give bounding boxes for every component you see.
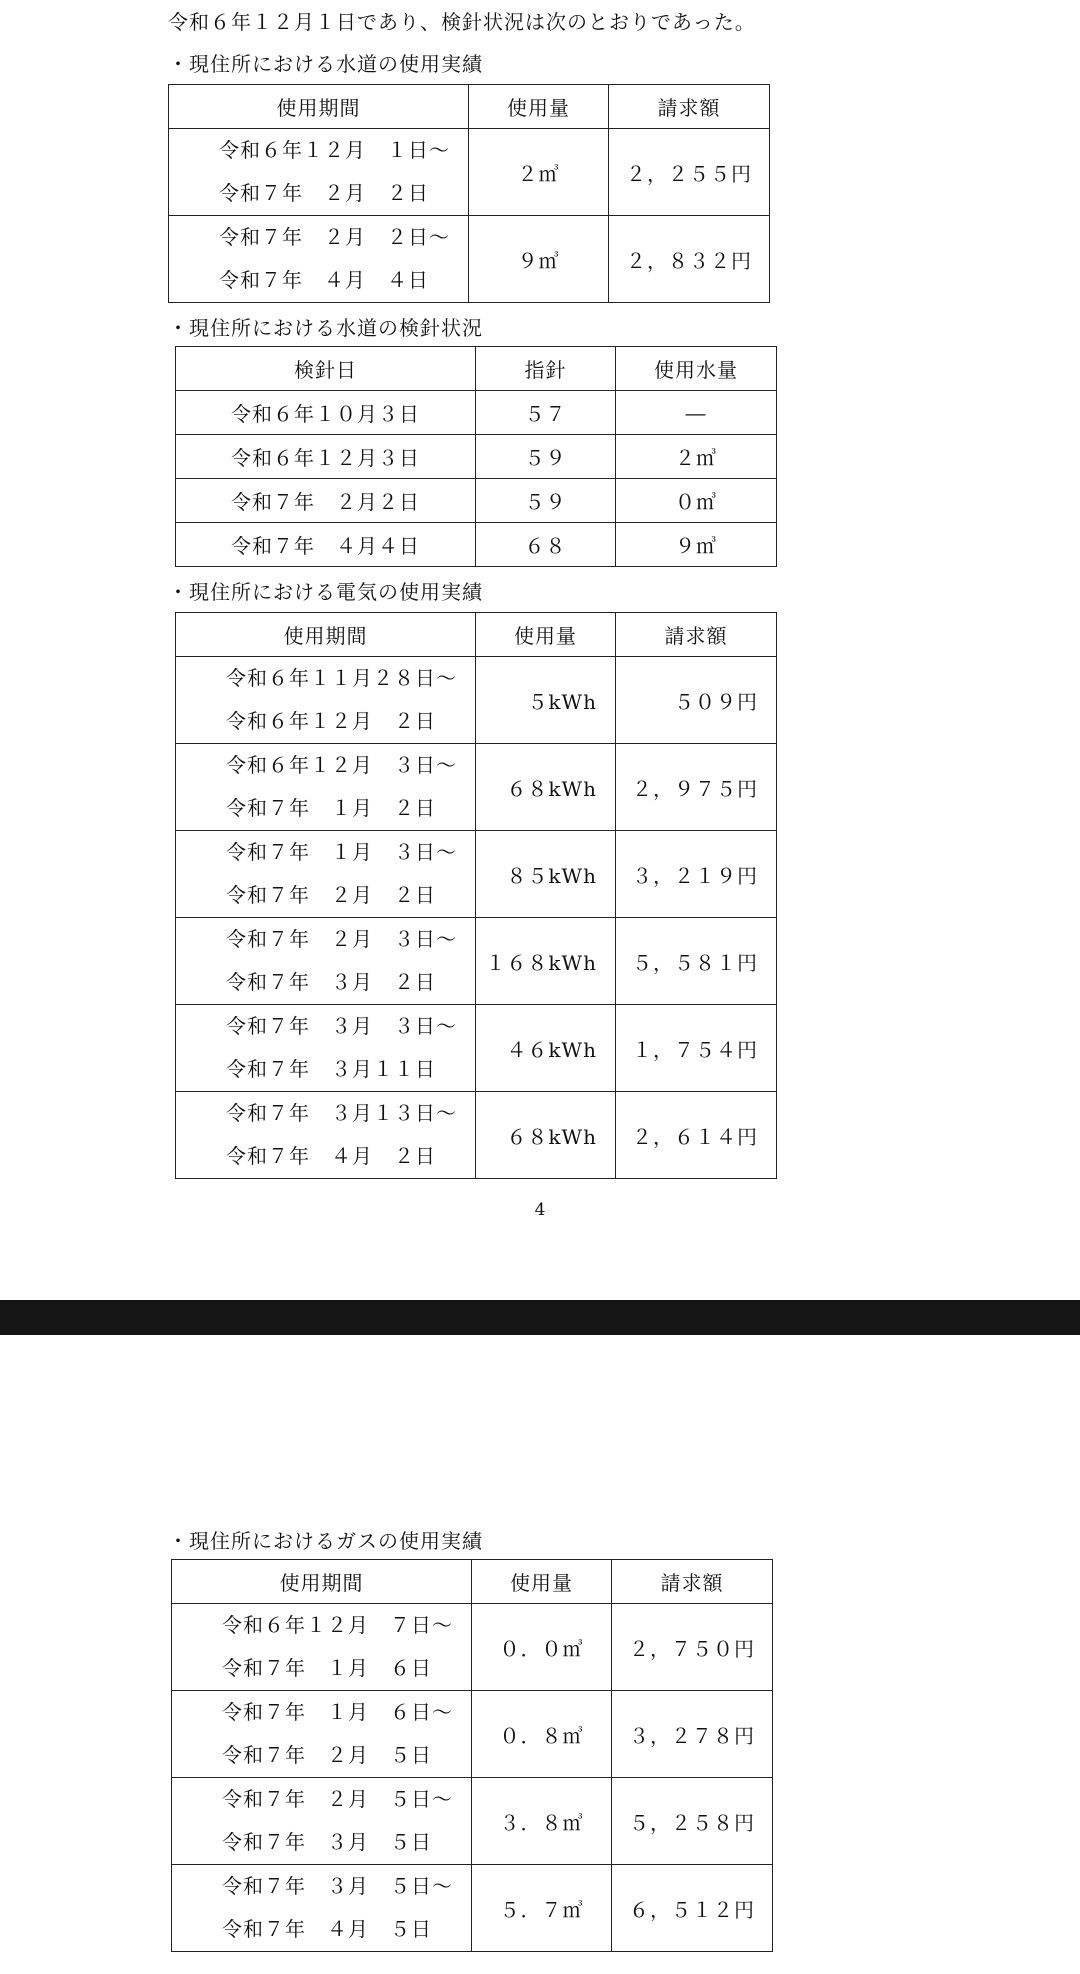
table-row [176,744,777,831]
table-row [176,479,777,523]
amount-cell: ２，６１４円 [616,1092,777,1179]
amount-cell: ３，２１９円 [616,831,777,918]
date-cell: 令和６年１０月３日 [176,391,476,435]
usage-cell: ０．８㎥ [472,1691,612,1778]
period-cell: 令和７年 ２月 ５日～ 令和７年 ３月 ５日 [172,1778,472,1865]
electricity-table [175,612,777,1179]
table-row [176,657,777,744]
page-number: 4 [534,1200,546,1220]
header-amount: 請求額 [616,613,777,657]
water-meter-title: ・現住所における水道の検針状況 [168,316,483,340]
reading-cell: ５９ [476,435,616,479]
table-row [172,1865,773,1952]
table-row [172,1778,773,1865]
usage-cell: ５kWh [476,657,616,744]
table-header-row [172,1560,773,1604]
document-page-2 [0,1335,1080,1974]
date-cell: 令和６年１２月３日 [176,435,476,479]
intro-text: 令和６年１２月１日であり、検針状況は次のとおりであった。 [168,10,756,34]
amount-cell: ５０９円 [616,657,777,744]
usage-cell: ２㎥ [469,129,609,216]
date-cell: 令和７年 ２月２日 [176,479,476,523]
table-row [169,216,770,303]
amount-cell: ３，２７８円 [612,1691,773,1778]
header-usage: 使用量 [469,85,609,129]
table-header-row [176,613,777,657]
header-period: 使用期間 [172,1560,472,1604]
period-cell: 令和７年 １月 ６日～ 令和７年 ２月 ５日 [172,1691,472,1778]
usage-cell: ３．８㎥ [472,1778,612,1865]
period-cell: 令和７年 １月 ３日～ 令和７年 ２月 ２日 [176,831,476,918]
header-period: 使用期間 [169,85,469,129]
water-usage-cell: ― [616,391,777,435]
water-usage-title: ・現住所における水道の使用実績 [168,52,483,76]
period-cell: 令和７年 ３月 ５日～ 令和７年 ４月 ５日 [172,1865,472,1952]
amount-cell: ２，２５５円 [609,129,770,216]
water-usage-table [168,84,770,303]
usage-cell: ８５kWh [476,831,616,918]
period-cell: 令和７年 ２月 ３日～ 令和７年 ３月 ２日 [176,918,476,1005]
amount-cell: ６，５１２円 [612,1865,773,1952]
amount-cell: １，７５４円 [616,1005,777,1092]
period-cell: 令和７年 ３月１３日～ 令和７年 ４月 ２日 [176,1092,476,1179]
table-row [176,831,777,918]
table-row [176,918,777,1005]
date-cell: 令和７年 ４月４日 [176,523,476,567]
table-row [172,1604,773,1691]
period-cell: 令和６年１２月 １日～ 令和７年 ２月 ２日 [169,129,469,216]
usage-cell: ６８kWh [476,1092,616,1179]
table-row [176,391,777,435]
amount-cell: ２，７５０円 [612,1604,773,1691]
usage-cell: ４６kWh [476,1005,616,1092]
header-reading: 指針 [476,347,616,391]
period-cell: 令和７年 ３月 ３日～ 令和７年 ３月１１日 [176,1005,476,1092]
gas-title: ・現住所におけるガスの使用実績 [168,1529,483,1553]
table-row [176,523,777,567]
reading-cell: ６８ [476,523,616,567]
usage-cell: １６８kWh [476,918,616,1005]
period-cell: 令和６年１２月 ３日～ 令和７年 １月 ２日 [176,744,476,831]
table-row [176,1005,777,1092]
amount-cell: ２，８３２円 [609,216,770,303]
water-meter-table [175,346,777,567]
water-usage-cell: ０㎥ [616,479,777,523]
table-header-row [169,85,770,129]
water-usage-cell: ２㎥ [616,435,777,479]
period-cell: 令和６年１１月２８日～ 令和６年１２月 ２日 [176,657,476,744]
reading-cell: ５７ [476,391,616,435]
table-header-row [176,347,777,391]
header-amount: 請求額 [612,1560,773,1604]
page-divider [0,1300,1080,1335]
amount-cell: ５，５８１円 [616,918,777,1005]
gas-table [171,1559,773,1952]
usage-cell: ９㎥ [469,216,609,303]
reading-cell: ５９ [476,479,616,523]
header-usage: 使用量 [472,1560,612,1604]
table-row [176,435,777,479]
header-usage: 使用量 [476,613,616,657]
header-amount: 請求額 [609,85,770,129]
header-water-usage: 使用水量 [616,347,777,391]
table-row [176,1092,777,1179]
electricity-title: ・現住所における電気の使用実績 [168,580,483,604]
usage-cell: ０．０㎥ [472,1604,612,1691]
usage-cell: ６８kWh [476,744,616,831]
header-period: 使用期間 [176,613,476,657]
period-cell: 令和７年 ２月 ２日～ 令和７年 ４月 ４日 [169,216,469,303]
table-row [169,129,770,216]
table-row [172,1691,773,1778]
amount-cell: ２，９７５円 [616,744,777,831]
amount-cell: ５，２５８円 [612,1778,773,1865]
water-usage-cell: ９㎥ [616,523,777,567]
header-date: 検針日 [176,347,476,391]
usage-cell: ５．７㎥ [472,1865,612,1952]
period-cell: 令和６年１２月 ７日～ 令和７年 １月 ６日 [172,1604,472,1691]
